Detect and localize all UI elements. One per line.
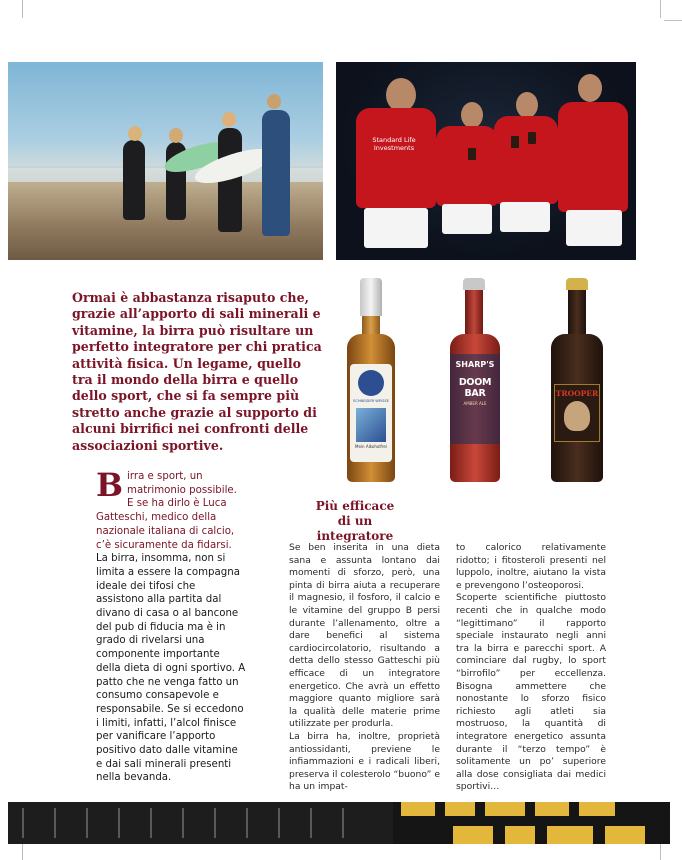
wheat-icon (150, 808, 162, 838)
paragraph: La birra ha, inoltre, proprietà antiossidanti, previene le infiammazioni e i radicali liberi, preserva il colesterolo “buono” e ha un impat- (289, 730, 440, 793)
wheat-icon (310, 808, 322, 838)
crop-mark (660, 0, 661, 18)
right-column (456, 542, 606, 794)
subheading-line: di un integratore (316, 514, 394, 543)
paragraph: Se ben inserita in una dieta sana e assunta lontano dai momenti di sforzo, però, una pinta di birra aiuta a recuperare il magnesio, il fosforo, il calcio e le vitamine del gruppo B persi durante l’allenamento, oltre a dare benefici al sistema cardiocircolatorio, risultando a detta dello stesso Gatteschi più efficace di un integratore energetico. Che avrà un effetto maggiore quanto migliore sarà la qualità delle materie prime utilizzate per produrla. (289, 542, 440, 730)
wheat-icon (86, 808, 98, 838)
wheat-icon (182, 808, 194, 838)
middle-column (289, 542, 440, 794)
wheat-icon (214, 808, 226, 838)
bottle-name: DOOM BAR (458, 377, 492, 399)
footer-graphic (393, 802, 670, 844)
section-subheading (300, 499, 410, 544)
bottle-brand: TROOPER (555, 389, 599, 398)
surfer (123, 140, 145, 220)
wheat-icon (342, 808, 354, 838)
wheat-icon (246, 808, 258, 838)
lead-paragraph: Ormai è abbastanza risaputo che, grazie all’apporto di sali minerali e vitamine, la birra può risultare un perfetto integratore per chi pratica attività fisica. Un legame, quello tra il mondo della birra e quello dello sport, che si fa sempre più stretto anche grazie al supporto di alcuni birrifici nei confronti delle associazioni sportive. (72, 290, 322, 453)
paragraph: to calorico relativamente ridotto; i fitosteroli presenti nel luppolo, inoltre, aiutano la vista e prevengono l’osteoporosi. (456, 542, 606, 591)
crop-mark (660, 842, 661, 860)
surfers-photo (8, 62, 323, 260)
intro-text: irra e sport, un matrimonio possibile. E se ha dirlo è Luca Gatteschi, medico della nazionale italiana di calcio, c’è sicuramente da fidarsi. (96, 471, 237, 551)
bottle-sub: AMBER ALE (463, 401, 487, 406)
surfer-head (128, 126, 142, 141)
surfer (262, 110, 290, 236)
wheat-icon (118, 808, 130, 838)
left-column (96, 466, 246, 785)
wheat-icon (278, 808, 290, 838)
body-text: La birra, insomma, non si limita a essere la compagna ideale dei tifosi che assistono alla partita dal divano di casa o al bancone del pub di fiducia ma è in grado di rivelarsi una componente importante della dieta di ogni sportivo. A patto che ne venga fatto un consumo consapevole e responsabile. Se si eccedono i limiti, infatti, l’alcol finisce per vanificare l’apporto positivo dato dalle vitamine e dai sali minerali presenti nella bevanda. (96, 553, 246, 784)
subheading-line: Più efficace (315, 499, 395, 513)
surfer-head (267, 94, 281, 109)
wheat-icon (22, 808, 34, 838)
surfer-head (169, 128, 183, 143)
rugby-players-photo (336, 62, 636, 260)
crop-mark (22, 0, 23, 18)
bottle-brand: SHARP'S (455, 360, 495, 369)
bottle-brand: SCHNEIDER WEISSE (353, 399, 389, 403)
paragraph: Scoperte scientifiche piuttosto recenti che in qualche modo “legittimano” il rapporto speciale instaurato negli anni tra la birra e parecchi sport. A cominciare dal rugby, lo sport “birrofilo” per eccellenza. Bisogna ammettere che nonostante lo sforzo fisico richiesto agli atleti sia mostruoso, la quantità di integratore energetico assunta durante il “terzo tempo” è solitamente un po’ superiore alla dose consigliata dai medici sportivi… (456, 592, 606, 793)
bottle-label: Mein Alkoholfrei (355, 443, 387, 449)
wheat-icon (54, 808, 66, 838)
crop-mark (22, 842, 23, 860)
drop-cap: B (96, 466, 124, 504)
surfer-head (222, 112, 236, 127)
footer-banner (8, 802, 670, 844)
sponsor-text: Standard Life Investments (372, 136, 416, 152)
crop-mark (664, 20, 682, 21)
